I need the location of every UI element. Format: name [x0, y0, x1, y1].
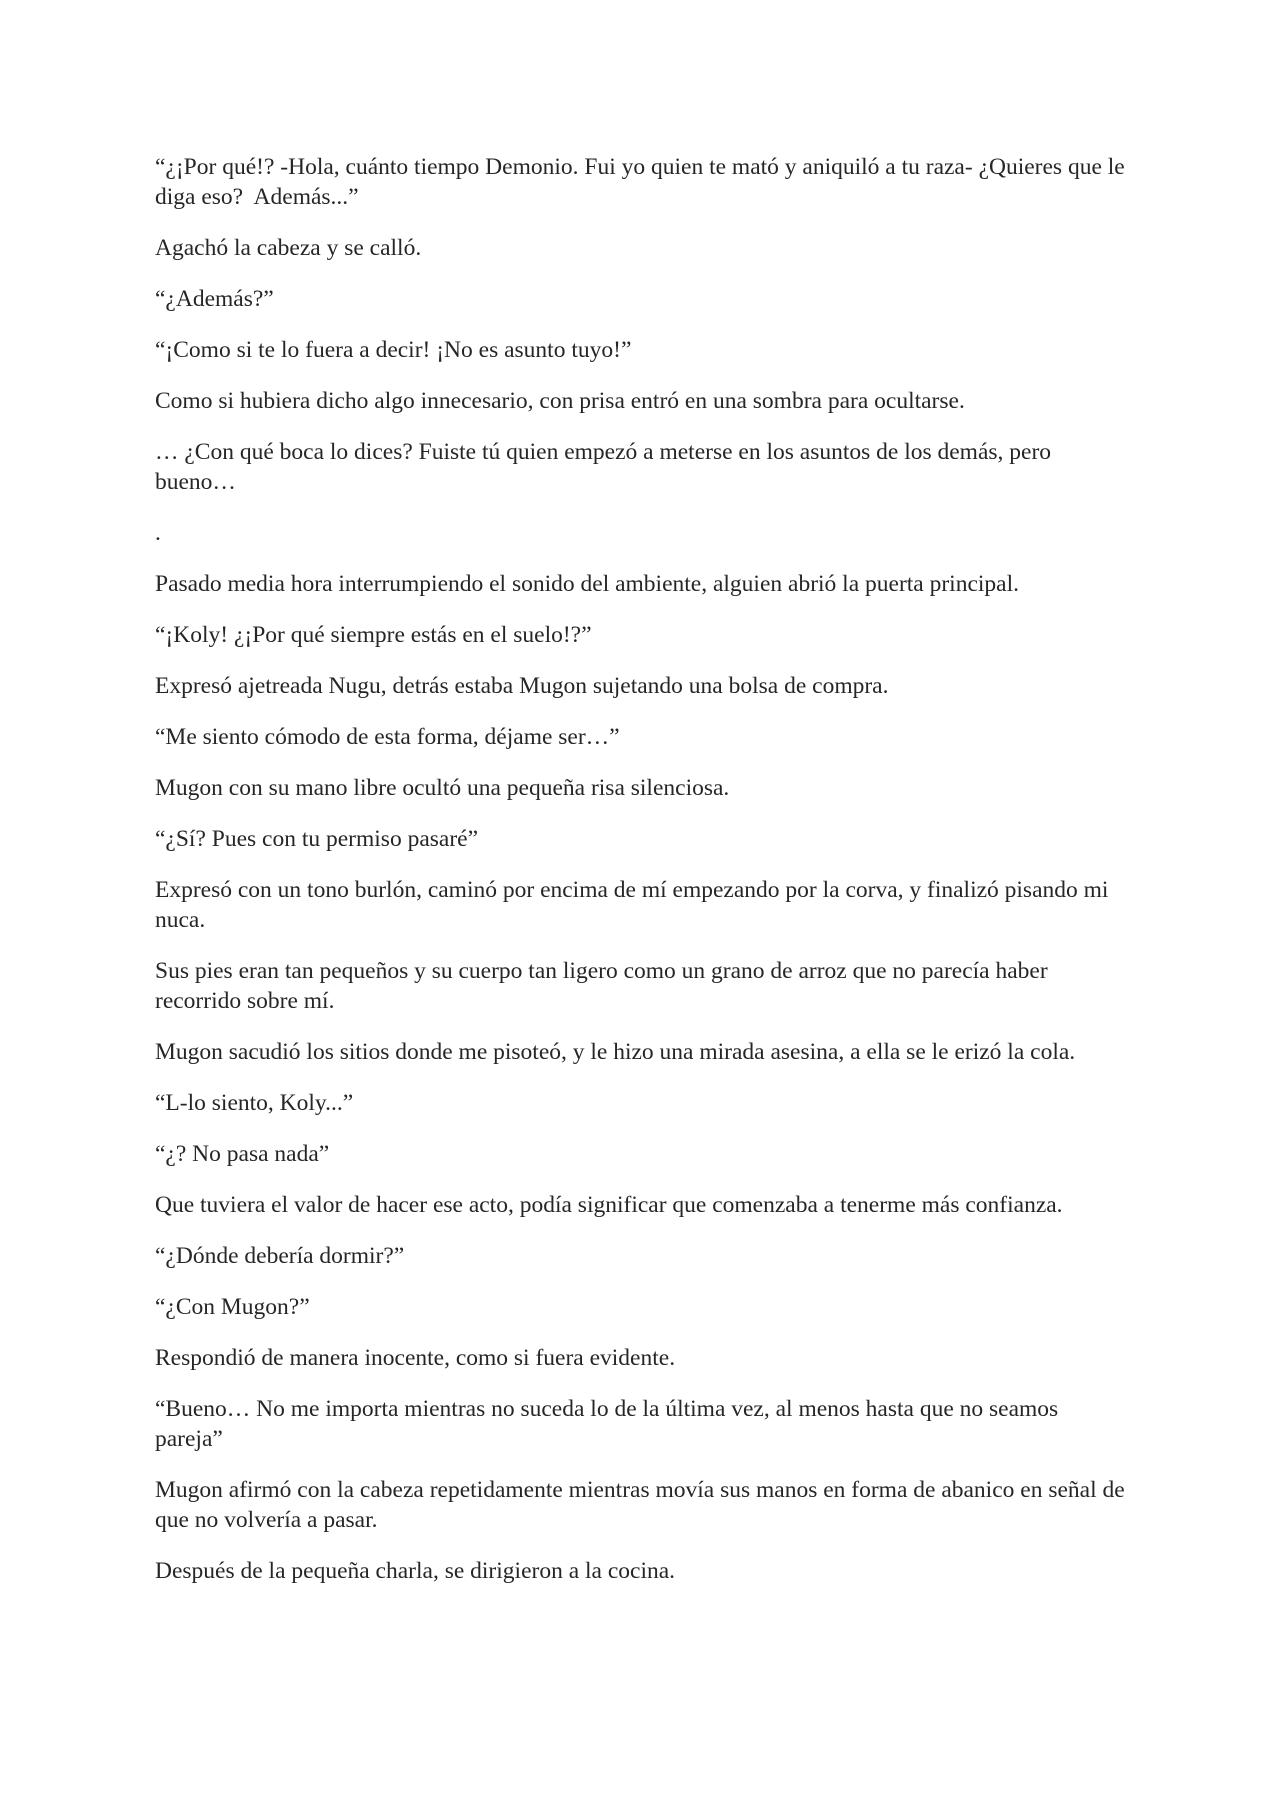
- paragraph: Mugon afirmó con la cabeza repetidamente mientras movía sus manos en forma de abanico en señal de que no volvería a pasar.: [155, 1477, 1131, 1533]
- paragraph: .: [155, 520, 161, 546]
- paragraph: Sus pies eran tan pequeños y su cuerpo tan ligero como un grano de arroz que no parecía haber recorrido sobre mí.: [155, 958, 1054, 1014]
- paragraph: Agachó la cabeza y se calló.: [155, 235, 422, 261]
- paragraph: “Bueno… No me importa mientras no suceda lo de la última vez, al menos hasta que no seamos pareja”: [155, 1396, 1065, 1452]
- paragraph: “L-lo siento, Koly...”: [155, 1090, 354, 1116]
- paragraph: “¿¡Por qué!? -Hola, cuánto tiempo Demonio. Fui yo quien te mató y aniquiló a tu raza- ¿Quieres que le diga eso? Además...”: [155, 154, 1131, 210]
- paragraph: “¡Como si te lo fuera a decir! ¡No es asunto tuyo!”: [155, 337, 632, 363]
- paragraph: Expresó con un tono burlón, caminó por encima de mí empezando por la corva, y finalizó pisando mi nuca.: [155, 877, 1115, 933]
- paragraph: Mugon sacudió los sitios donde me pisoteó, y le hizo una mirada asesina, a ella se le erizó la cola.: [155, 1039, 1076, 1065]
- paragraph: “Me siento cómodo de esta forma, déjame ser…”: [155, 724, 620, 750]
- paragraph: Pasado media hora interrumpiendo el sonido del ambiente, alguien abrió la puerta principal.: [155, 571, 1020, 597]
- paragraph: … ¿Con qué boca lo dices? Fuiste tú quien empezó a meterse en los asuntos de los demás, pero bueno…: [155, 439, 1057, 495]
- paragraph: Que tuviera el valor de hacer ese acto, podía significar que comenzaba a tenerme más confianza.: [155, 1192, 1063, 1218]
- paragraph: “¿? No pasa nada”: [155, 1141, 330, 1167]
- paragraph: “¿Sí? Pues con tu permiso pasaré”: [155, 826, 479, 852]
- paragraph: Como si hubiera dicho algo innecesario, con prisa entró en una sombra para ocultarse.: [155, 388, 965, 414]
- document-body: [155, 152, 1130, 1607]
- paragraph: “¡Koly! ¿¡Por qué siempre estás en el suelo!?”: [155, 622, 592, 648]
- paragraph: Después de la pequeña charla, se dirigieron a la cocina.: [155, 1558, 676, 1584]
- paragraph: Respondió de manera inocente, como si fuera evidente.: [155, 1345, 676, 1371]
- paragraph: “¿Además?”: [155, 286, 274, 312]
- paragraph: Mugon con su mano libre ocultó una pequeña risa silenciosa.: [155, 775, 730, 801]
- paragraph: “¿Con Mugon?”: [155, 1294, 310, 1320]
- paragraph: Expresó ajetreada Nugu, detrás estaba Mugon sujetando una bolsa de compra.: [155, 673, 889, 699]
- paragraph: “¿Dónde debería dormir?”: [155, 1243, 405, 1269]
